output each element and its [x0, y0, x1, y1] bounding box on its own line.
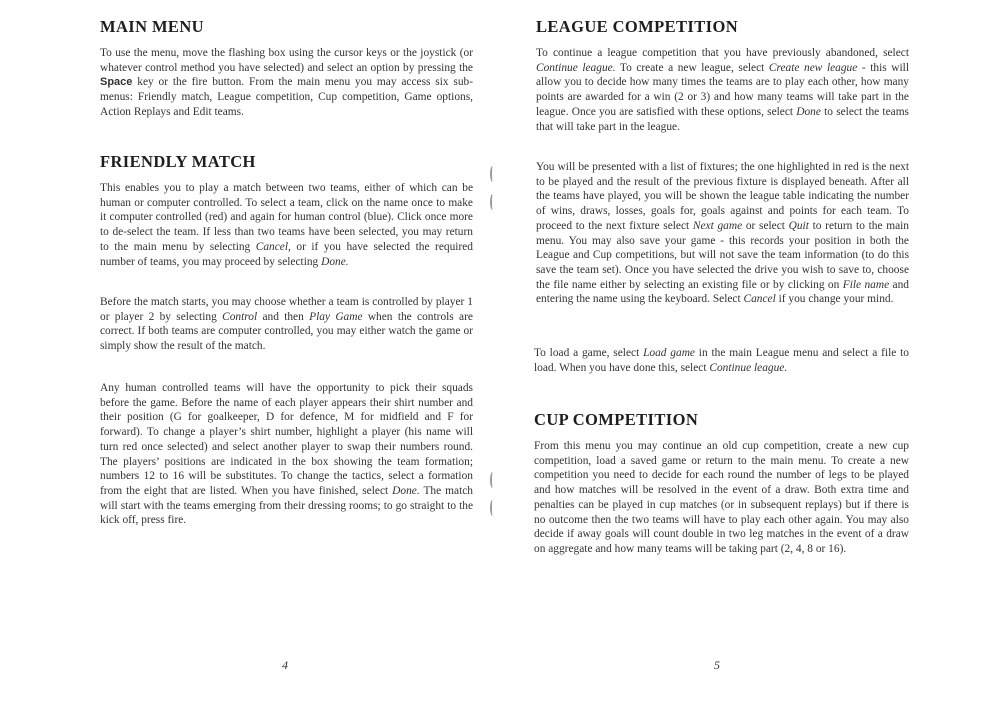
- friendly-match-paragraph-3: Any human controlled teams will have the opportunity to pick their squads before the game. Before the name of each player appears their shirt number and their position (G for goalkeeper, D for defence, M for midfield and F for forward). To change a player’s shirt number, highlight a player (his name will turn red once selected) and select another player to swap their numbers round. The players’ positions are indicated in the box showing the team formation; numbers 12 to 16 will be substitutes. To change the tactics, select a formation from the eight that are listed. When you have finished, select Done. The match will start with the teams emerging from their dressing rooms; to go straight to the kick off, press fire.: [100, 382, 473, 527]
- league-paragraph-2: You will be presented with a list of fixtures; the one highlighted in red is the next to be played and the result of the previous fixture is displayed beneath. After all the teams have played, you will be shown the league table indicating the number of wins, draws, losses, goals for, goals against and points for each team. To proceed to the next fixture select Next game or select Quit to return to the main menu. You may also save your game - this records your position in both the League and Cup competitions, but will not save the team information (to do this save the team set). Once you have selected the drive you wish to save to, choose the file name either by selecting an existing file or by clicking on File name and entering the name using the keyboard. Select Cancel if you change your mind.: [536, 161, 910, 306]
- cup-heading: CUP COMPETITION: [534, 410, 699, 429]
- league-load-section: [534, 346, 909, 375]
- league-paragraph-3: To load a game, select Load game in the main League menu and select a file to load. When you have done this, select Continue league.: [534, 347, 909, 374]
- league-fixtures-section: [536, 160, 909, 307]
- space-key-label: Space: [100, 76, 133, 89]
- friendly-match-controls-section: [100, 295, 473, 354]
- binding-mark: [490, 500, 495, 516]
- league-paragraph-1: To continue a league competition that you have previously abandoned, select Continue league. To create a new league, select Create new league - this will allow you to decide how many times the teams are to play each other, how many points are awarded for a win (2 or 3) and how many teams will take part in the league. Once you are satisfied with these options, select Done to select the teams that will take part in the league.: [536, 47, 909, 133]
- main-menu-paragraph: To use the menu, move the flashing box using the cursor keys or the joystick (or whatever control method you have selected) and select an option by pressing the Space key or the fire button. From the main menu you may access six sub-menus: Friendly match, League competition, Cup competition, Game options, Action Replays and Edit teams.: [100, 47, 473, 118]
- cup-section: [534, 410, 909, 557]
- cup-paragraph: From this menu you may continue an old cup competition, create a new cup competition, load a saved game or return to the main menu. To create a new competition you need to decide for each round the number of legs to be played and how matches will be resolved in the event of a draw. Both extra time and penalties can be played in cup matches (or in subsequent replays) but if there is no outcome then the two teams will have to play each other again. You may also decide if away goals will count double in two leg matches in the event of a draw on aggregate and how many teams will be taking part (2, 4, 8 or 16).: [534, 440, 909, 555]
- main-menu-heading: MAIN MENU: [100, 17, 204, 36]
- binding-mark: [490, 194, 495, 210]
- friendly-match-squads-section: [100, 381, 473, 528]
- friendly-match-paragraph-1: This enables you to play a match between two teams, either of which can be human or computer controlled. To select a team, click on the name once to make it computer controlled (red) and again for human control (blue). Click once more to de-select the team. If less than two teams have been selected, you may return to the main menu by selecting Cancel, or if you have selected the required number of teams, you may proceed by selecting Done.: [100, 182, 473, 268]
- page-number-left: 4: [282, 658, 288, 672]
- league-section: [536, 17, 909, 134]
- page-number-right: 5: [714, 658, 720, 672]
- binding-mark: [490, 472, 495, 488]
- friendly-match-section: [100, 152, 473, 269]
- friendly-match-paragraph-2: Before the match starts, you may choose whether a team is controlled by player 1 or player 2 by selecting Control and then Play Game when the controls are correct. If both teams are computer controlled, you may either watch the game or simply show the result of the match.: [100, 296, 473, 353]
- binding-mark: [490, 166, 495, 182]
- main-menu-section: [100, 17, 473, 120]
- league-heading: LEAGUE COMPETITION: [536, 17, 739, 36]
- friendly-match-heading: FRIENDLY MATCH: [100, 152, 256, 171]
- right-page: [500, 0, 1000, 710]
